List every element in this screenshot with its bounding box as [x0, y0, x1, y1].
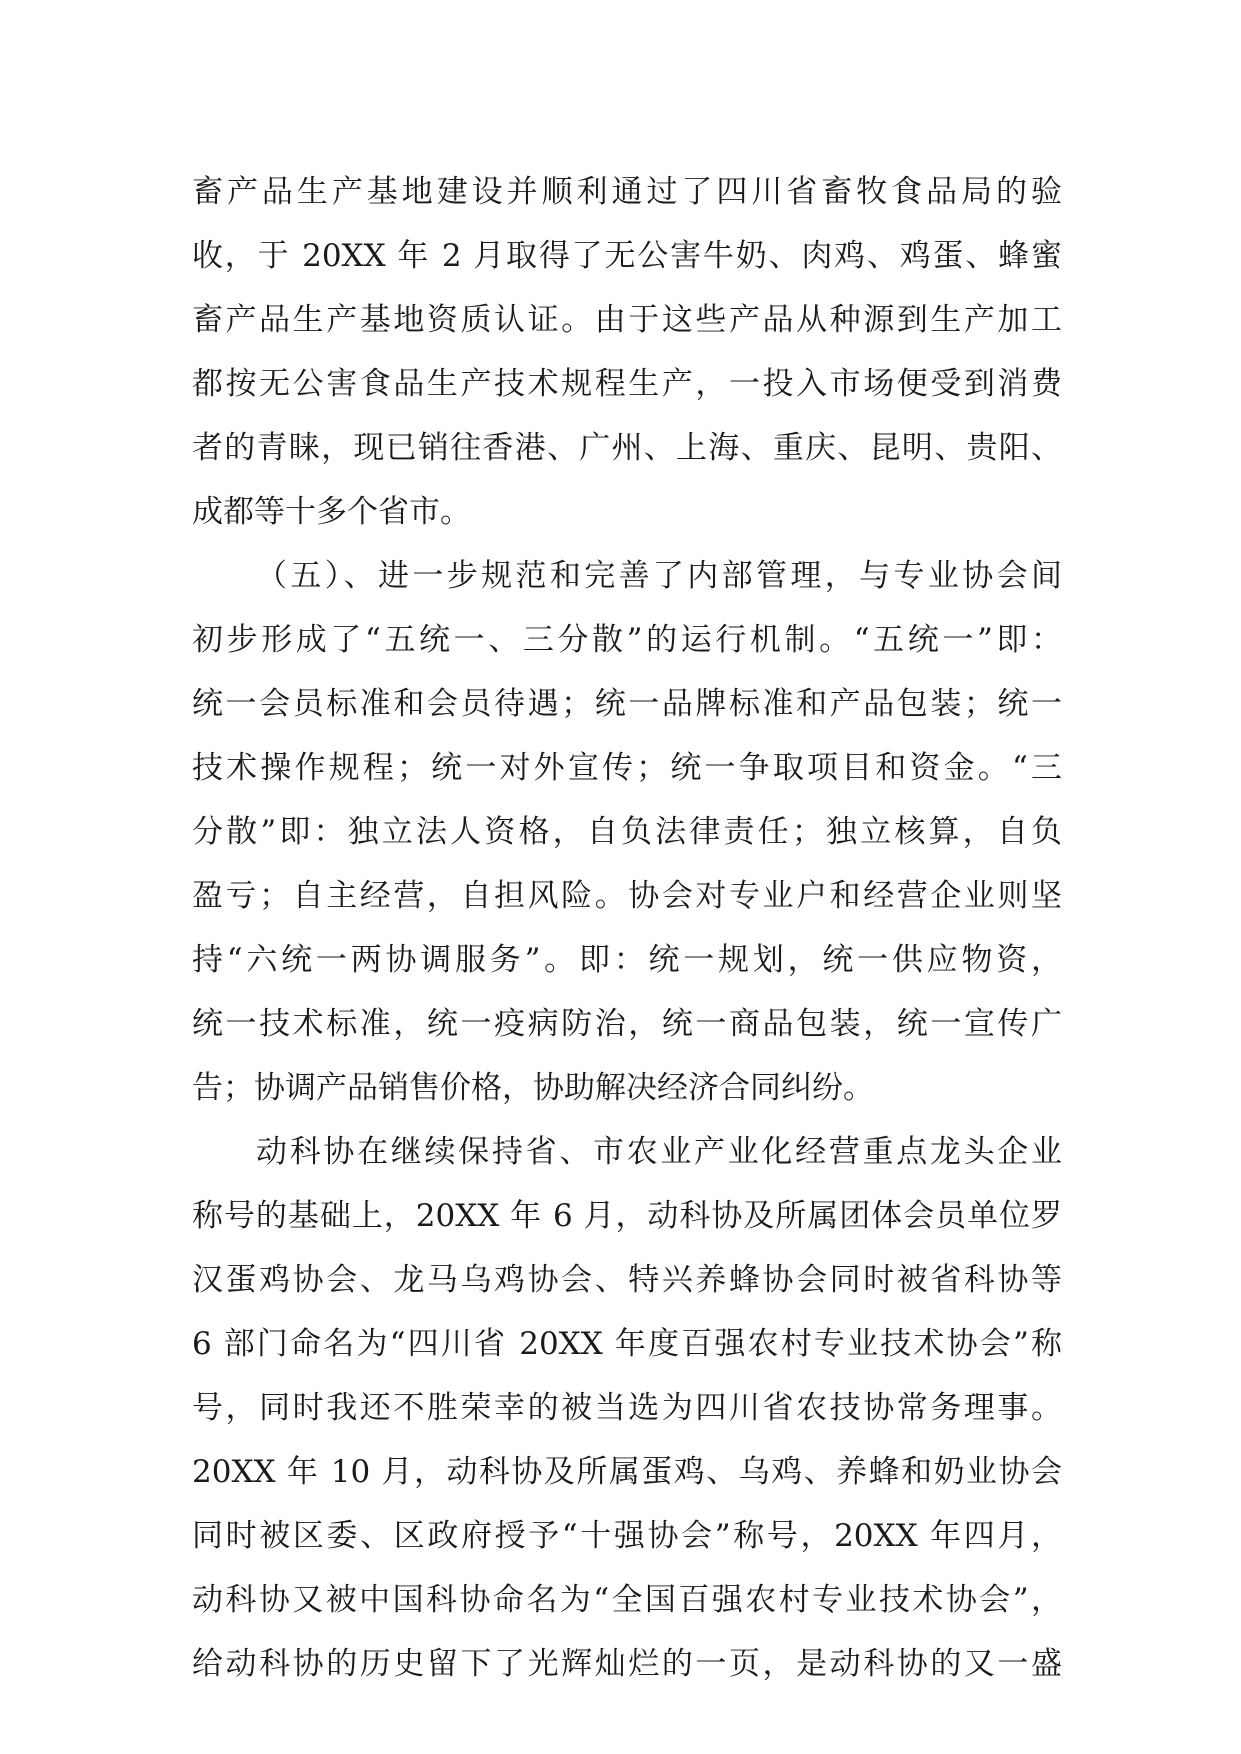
text-line: 分散”即：独立法人资格，自负法律责任；独立核算，自负 — [192, 814, 1062, 850]
text-line: 给动科协的历史留下了光辉灿烂的一页，是动科协的又一盛 — [192, 1646, 1062, 1682]
text-line: 初步形成了“五统一、三分散”的运行机制。“五统一”即： — [192, 622, 1062, 658]
text-line: 同时被区委、区政府授予“十强协会”称号，20XX 年四月， — [192, 1518, 1062, 1554]
text-line: 畜产品生产基地建设并顺利通过了四川省畜牧食品局的验 — [192, 174, 1062, 210]
text-line: 统一技术标准，统一疫病防治，统一商品包装，统一宣传广 — [192, 1006, 1062, 1042]
text-line: 告；协调产品销售价格，协助解决经济合同纠纷。 — [192, 1070, 874, 1106]
text-line: 统一会员标准和会员待遇；统一品牌标准和产品包装；统一 — [192, 686, 1062, 722]
text-line: 盈亏；自主经营，自担风险。协会对专业户和经营企业则坚 — [192, 878, 1062, 914]
text-line: 20XX 年 10 月，动科协及所属蛋鸡、乌鸡、养蜂和奶业协会 — [192, 1454, 1062, 1490]
text-line: 称号的基础上，20XX 年 6 月，动科协及所属团体会员单位罗 — [192, 1198, 1062, 1234]
text-line: 号，同时我还不胜荣幸的被当选为四川省农技协常务理事。 — [192, 1390, 1062, 1426]
text-line: 汉蛋鸡协会、龙马乌鸡协会、特兴养蜂协会同时被省科协等 — [192, 1262, 1062, 1298]
text-line: 畜产品生产基地资质认证。由于这些产品从种源到生产加工 — [192, 302, 1062, 338]
paragraph-start-line: （五）、进一步规范和完善了内部管理，与专业协会间 — [256, 558, 1062, 594]
text-line: 持“六统一两协调服务”。即：统一规划，统一供应物资， — [192, 942, 1062, 978]
text-line: 都按无公害食品生产技术规程生产，一投入市场便受到消费 — [192, 366, 1062, 402]
text-line: 技术操作规程；统一对外宣传；统一争取项目和资金。“三 — [192, 750, 1062, 786]
text-line: 者的青睐，现已销往香港、广州、上海、重庆、昆明、贵阳、 — [192, 430, 1062, 466]
text-line: 6 部门命名为“四川省 20XX 年度百强农村专业技术协会”称 — [192, 1326, 1062, 1362]
text-line: 收，于 20XX 年 2 月取得了无公害牛奶、肉鸡、鸡蛋、蜂蜜 — [192, 238, 1062, 274]
text-line: 动科协又被中国科协命名为“全国百强农村专业技术协会”， — [192, 1582, 1062, 1618]
text-line: 成都等十多个省市。 — [192, 494, 471, 530]
paragraph-start-line: 动科协在继续保持省、市农业产业化经营重点龙头企业 — [256, 1134, 1062, 1170]
document-body — [192, 160, 1062, 1696]
